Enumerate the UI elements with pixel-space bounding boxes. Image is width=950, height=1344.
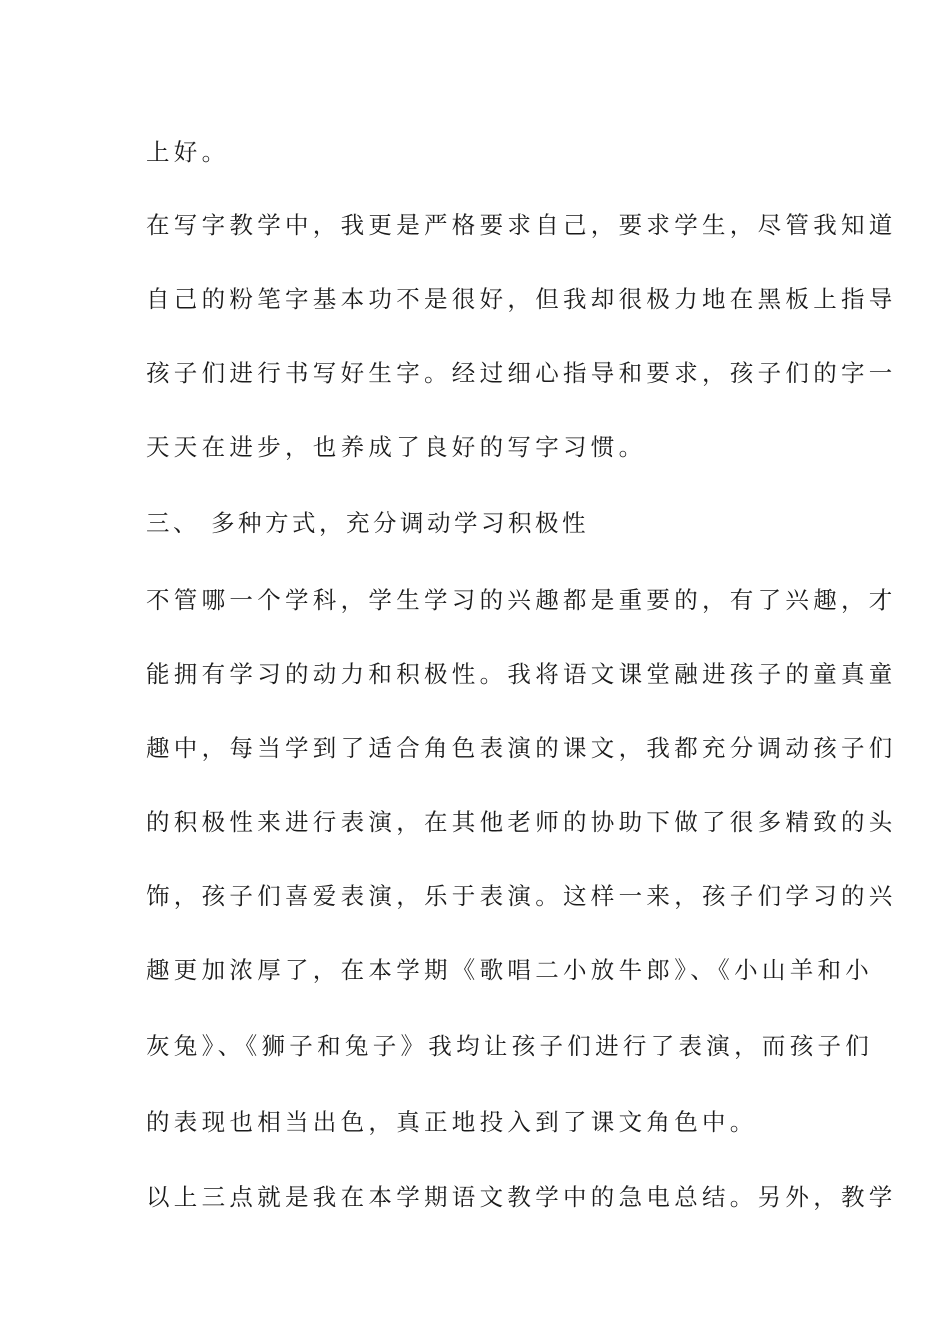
paragraph-line-3: 自己的粉笔字基本功不是很好，但我却很极力地在黑板上指导 bbox=[146, 285, 897, 313]
paragraph-line-4: 孩子们进行书写好生字。经过细心指导和要求，孩子们的字一 bbox=[146, 359, 897, 387]
paragraph-line-11: 趣更加浓厚了，在本学期《歌唱二小放牛郎》、《小山羊和小 bbox=[146, 956, 874, 984]
paragraph-line-7: 能拥有学习的动力和积极性。我将语文课堂融进孩子的童真童 bbox=[146, 660, 897, 688]
paragraph-line-5: 天天在进步，也养成了良好的写字习惯。 bbox=[146, 433, 647, 461]
paragraph-line-8: 趣中，每当学到了适合角色表演的课文，我都充分调动孩子们 bbox=[146, 734, 897, 762]
paragraph-line-2: 在写字教学中，我更是严格要求自己，要求学生，尽管我知道 bbox=[146, 211, 897, 239]
paragraph-line-1: 上好。 bbox=[146, 138, 230, 166]
section-heading: 三、 多种方式，充分调动学习积极性 bbox=[146, 509, 589, 537]
paragraph-line-6: 不管哪一个学科，学生学习的兴趣都是重要的，有了兴趣，才 bbox=[146, 586, 897, 614]
paragraph-line-13: 的表现也相当出色，真正地投入到了课文角色中。 bbox=[146, 1108, 758, 1136]
paragraph-line-9: 的积极性来进行表演，在其他老师的协助下做了很多精致的头 bbox=[146, 808, 897, 836]
paragraph-line-12: 灰兔》、《狮子和兔子》我均让孩子们进行了表演，而孩子们 bbox=[146, 1032, 874, 1060]
paragraph-line-10: 饰，孩子们喜爱表演，乐于表演。这样一来，孩子们学习的兴 bbox=[146, 882, 897, 910]
paragraph-line-14: 以上三点就是我在本学期语文教学中的急电总结。另外，教学 bbox=[146, 1183, 897, 1211]
